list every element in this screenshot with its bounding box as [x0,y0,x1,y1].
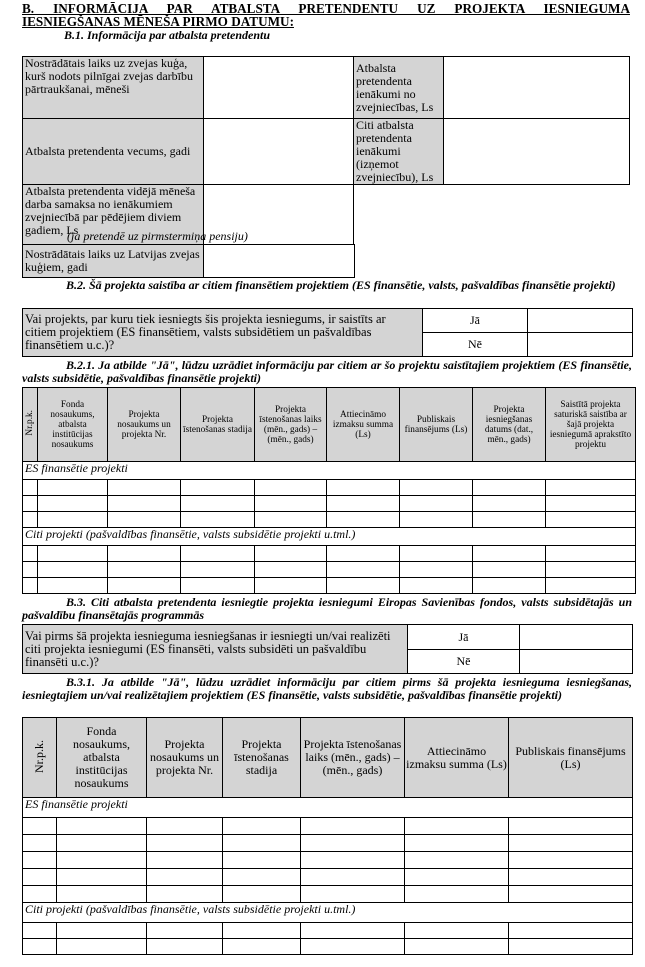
months-on-vessel-label: Nostrādātais laiks uz zvejas kuģa, kurš nodots pilnīgai zvejas darbību pārtraukšanai, mēneši [23,57,204,119]
heading-line-2: IESNIEGŠANAS MĒNEŠA PIRMO DATUMU: [22,14,294,29]
table-row[interactable] [23,818,633,835]
b21-col-public-funding: Publiskais finansējums (Ls) [400,388,473,462]
b21-col-relation: Saistītā projekta saturiskā saistība ar šajā projekta iesniegumā aprakstīto projektu [546,388,636,462]
b31-section-eu: ES finansētie projekti [23,798,633,818]
b21-title: B.2.1. Ja atbilde "Jā", lūdzu uzrādiet informāciju par citiem ar šo projektu saistītajiem projektiem (ES finansētie, valsts subsidētie, pašvaldības finansētie projekti) [22,358,632,385]
b2-yes-checkbox[interactable] [528,309,633,333]
fishery-income-label: Atbalsta pretendenta ienākumi no zvejniecības, Ls [354,57,444,119]
b21-table [22,387,636,594]
b2-question-table [22,308,633,357]
b21-section-other: Citi projekti (pašvaldības finansētie, valsts subsidētie projekti u.tml.) [23,528,636,546]
b2-no-label: Nē [423,333,528,357]
table-row[interactable] [23,835,633,852]
b31-table [22,717,633,955]
average-salary-label: Atbalsta pretendenta vidējā mēneša darba samaksa no ienākumiem zvejniecībā par pēdējiem diviem gadiem, Ls [23,185,204,248]
table-row[interactable] [23,480,636,496]
table-row[interactable] [23,546,636,562]
b31-col-period: Projekta īstenošanas laiks (mēn., gads) – (mēn., gads) [301,718,405,798]
b21-col-submission-date: Projekta iesniegšanas datums (dat., mēn., gads) [473,388,546,462]
other-income-label: Citi atbalsta pretendenta ienākumi (izņemot zvejniecību), Ls [354,119,444,185]
b21-col-project-name: Projekta nosaukums un projekta Nr. [108,388,181,462]
table-row[interactable] [23,923,633,939]
table-row[interactable] [23,869,633,886]
other-income-input[interactable] [444,119,630,185]
b3-no-label: Nē [408,650,520,674]
b21-col-stage: Projekta īstenošanas stadija [181,388,255,462]
b21-header-row [23,388,636,462]
b31-title: B.3.1. Ja atbilde "Jā", lūdzu uzrādiet informāciju par citiem pirms šā projekta iesnieguma iesniegšanas, iesniegtajiem un/vai realizētajiem projektiem (ES finansētie, valsts subsidētie, pašvaldības finansētie projekti) [22,675,632,702]
b1-title: B.1. Informācija par atbalsta pretendentu [64,28,271,42]
b2-no-checkbox[interactable] [528,333,633,357]
months-on-vessel-input[interactable] [204,57,354,119]
table-row[interactable] [23,852,633,869]
b21-col-nr: Nr.p.k. [23,388,38,462]
b3-yes-checkbox[interactable] [520,625,633,650]
b21-section-eu: ES finansētie projekti [23,462,636,480]
b1-table [22,56,630,248]
section-b-heading [22,2,630,28]
applicant-age-label: Atbalsta pretendenta vecums, gadi [23,119,204,185]
b2-title: B.2. Šā projekta saistība ar citiem finansētiem projektiem (ES finansētie, valsts, pašvaldības finansētie projekti) [66,278,616,292]
heading-line-1: B. INFORMĀCIJA PAR ATBALSTA PRETENDENTU UZ PROJEKTA IESNIEGUMA [22,1,630,16]
table-row[interactable] [23,886,633,903]
b31-col-project-name: Projekta nosaukums un projekta Nr. [147,718,223,798]
latvia-vessel-input[interactable] [204,245,355,278]
pension-note: (ja pretendē uz pirmstermiņa pensiju) [67,229,248,243]
b31-col-eligible-costs: Attiecināmo izmaksu summa (Ls) [405,718,509,798]
b31-col-public-funding: Publiskais finansējums (Ls) [509,718,633,798]
applicant-age-input[interactable] [204,119,354,185]
table-row[interactable] [23,496,636,512]
table-row[interactable] [23,512,636,528]
latvia-vessel-table [22,244,355,278]
b31-col-stage: Projekta īstenošanas stadija [223,718,301,798]
b31-section-other: Citi projekti (pašvaldības finansētie, valsts subsidētie projekti u.tml.) [23,903,633,923]
table-row[interactable] [23,939,633,955]
latvia-vessel-label: Nostrādātais laiks uz Latvijas zvejas kuģiem, gadi [23,245,204,278]
b21-col-eligible-costs: Attiecināmo izmaksu summa (Ls) [327,388,400,462]
b2-question: Vai projekts, par kuru tiek iesniegts šis projekta iesniegums, ir saistīts ar citiem projektiem (ES finansētiem, valsts subsidētiem un pašvaldības finansētiem u.c.)? [23,309,423,357]
b2-yes-label: Jā [423,309,528,333]
b3-question-table [22,624,633,674]
b3-no-checkbox[interactable] [520,650,633,674]
b3-question: Vai pirms šā projekta iesnieguma iesniegšanas ir iesniegti un/vai realizēti citi projekta iesniegumi (ES finansēti, valsts subsidēti un pašvaldību finansēti u.c.)? [23,625,408,674]
b21-col-fund: Fonda nosaukums, atbalsta institūcijas nosaukums [38,388,108,462]
b21-col-period: Projekta īstenošanas laiks (mēn., gads) – (mēn., gads) [255,388,327,462]
table-row[interactable] [23,562,636,578]
b31-col-fund: Fonda nosaukums, atbalsta institūcijas nosaukums [57,718,147,798]
table-row[interactable] [23,578,636,594]
b31-col-nr: Nr.p.k. [23,718,57,798]
fishery-income-input[interactable] [444,57,630,119]
b3-yes-label: Jā [408,625,520,650]
b31-header-row [23,718,633,798]
b3-title: B.3. Citi atbalsta pretendenta iesniegtie projekta iesniegumi Eiropas Savienības fondos, valsts subsidētajās un pašvaldību finansētajās programmās [22,595,632,622]
